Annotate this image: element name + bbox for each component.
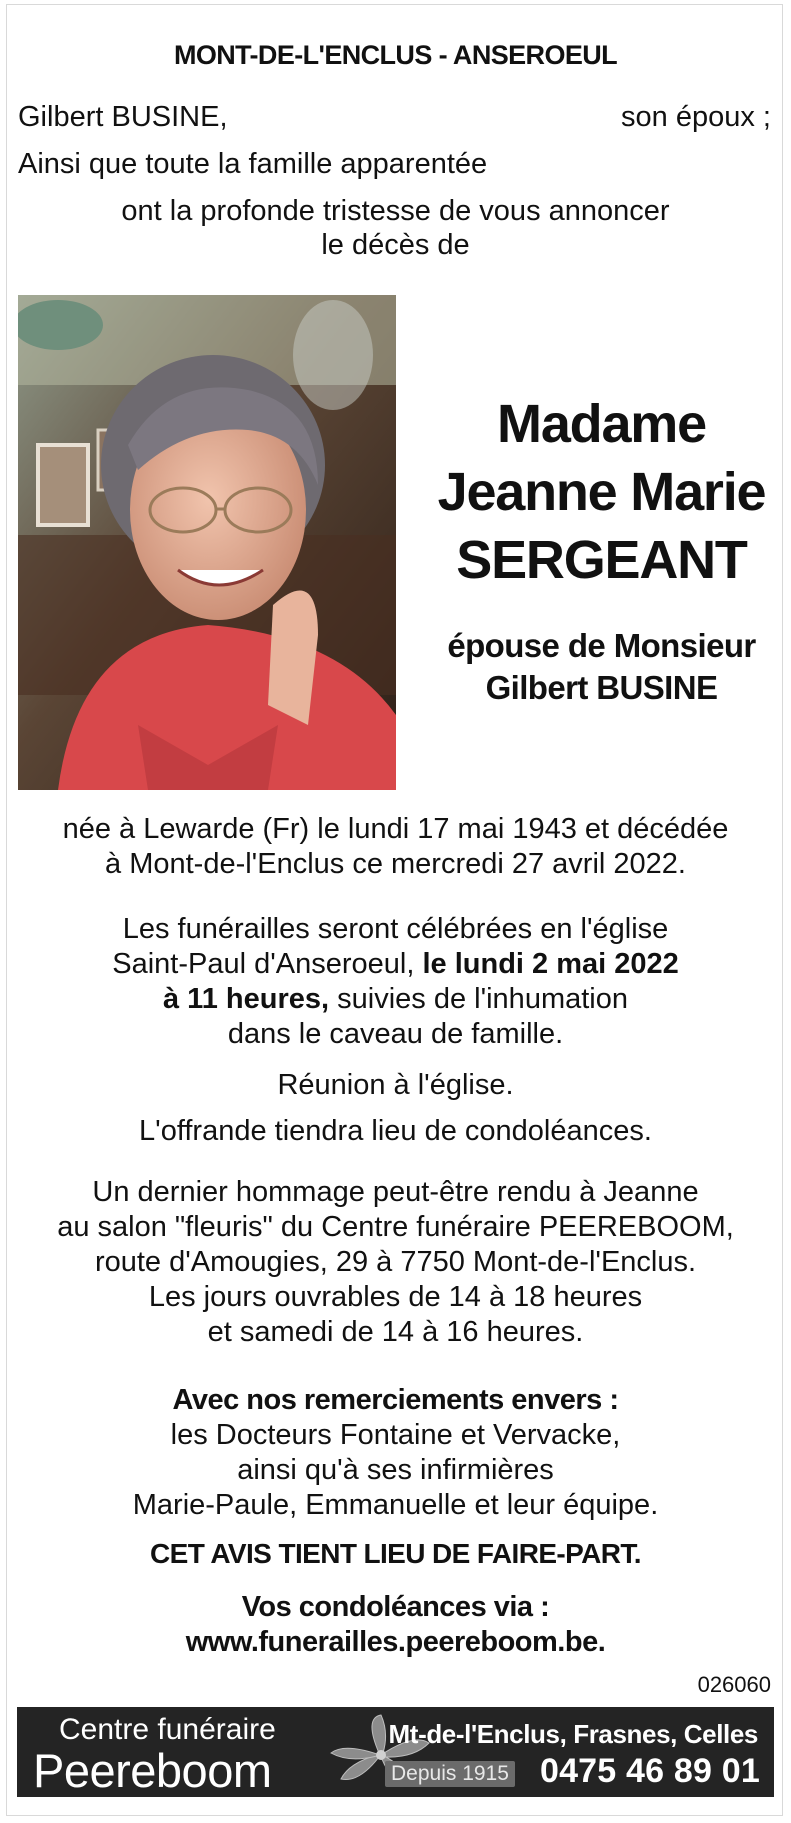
homage-line-3: route d'Amougies, 29 à 7750 Mont-de-l'Enclus. [94,1246,697,1278]
burial-text: suivies de l'inhumation [329,983,628,1015]
footer-since-badge: Depuis 1915 [385,1761,515,1787]
thanks-line-3: Marie-Paule, Emmanuelle et leur équipe. [132,1489,659,1521]
spouse-line-2: Gilbert BUSINE [485,669,718,706]
footer-brand: Peereboom [33,1744,272,1797]
death-line: à Mont-de-l'Enclus ce mercredi 27 avril 2022. [105,848,686,880]
birth-line: née à Lewarde (Fr) le lundi 17 mai 1943 et décédée [62,813,729,845]
deceased-portrait [18,295,396,790]
extended-family-line: Ainsi que toute la famille apparentée [18,148,488,180]
spouse-block [420,625,783,709]
family-member-name: Gilbert BUSINE, [18,101,228,133]
announcement-text [0,194,791,262]
announcement-line-1: ont la profonde tristesse de vous annoncer [121,195,670,227]
notice-statement: CET AVIS TIENT LIEU DE FAIRE-PART. [150,1538,641,1569]
portrait-illustration [18,295,396,790]
deceased-last-name: SERGEANT [456,530,747,590]
thanks-heading: Avec nos remerciements envers : [172,1384,619,1416]
offering-line: L'offrande tiendra lieu de condoléances. [139,1115,652,1147]
location-heading: MONT-DE-L'ENCLUS - ANSEROEUL [173,40,618,70]
condolences-line: Vos condoléances via : [241,1591,550,1623]
condolences-website-link[interactable]: www.funerailles.peereboom.be. [185,1626,606,1658]
funeral-time: à 11 heures, [163,983,330,1015]
homage-line-5: et samedi de 14 à 16 heures. [207,1316,584,1348]
announcement-line-2: le décès de [321,229,470,261]
funeral-line-1: Les funérailles seront célébrées en l'église [122,913,669,945]
funeral-paragraph [0,912,791,1052]
thanks-paragraph [0,1383,791,1523]
homage-line-1: Un dernier hommage peut-être rendu à Jeanne [92,1176,699,1208]
funeral-line-3 [0,982,791,1017]
funeral-home-footer [17,1707,774,1797]
thanks-line-1: les Docteurs Fontaine et Vervacke, [170,1419,621,1451]
funeral-date: le lundi 2 mai 2022 [422,948,679,980]
footer-locations: Mt-de-l'Enclus, Frasnes, Celles [388,1719,758,1749]
thanks-line-2: ainsi qu'à ses infirmières [237,1454,554,1486]
homage-line-2: au salon "fleuris" du Centre funéraire PEEREBOOM, [57,1211,734,1243]
condolences-paragraph [0,1590,791,1660]
family-member-role: son époux ; [621,101,771,133]
reference-code: 026060 [697,1672,771,1697]
funeral-line-2 [0,947,791,982]
deceased-first-names: Jeanne Marie [437,462,766,522]
funeral-line-4: dans le caveau de famille. [227,1018,564,1050]
meeting-line: Réunion à l'église. [277,1069,514,1101]
deceased-name-block [420,390,783,594]
birth-death-paragraph [0,812,791,882]
homage-line-4: Les jours ouvrables de 14 à 18 heures [148,1281,643,1313]
deceased-title: Madame [497,394,706,454]
spouse-line-1: épouse de Monsieur [447,627,756,664]
footer-phone-number[interactable]: 0475 46 89 01 [539,1752,760,1790]
footer-subtitle: Centre funéraire [59,1713,276,1746]
homage-paragraph [0,1175,791,1350]
church-name: Saint-Paul d'Anseroeul, [112,948,423,980]
